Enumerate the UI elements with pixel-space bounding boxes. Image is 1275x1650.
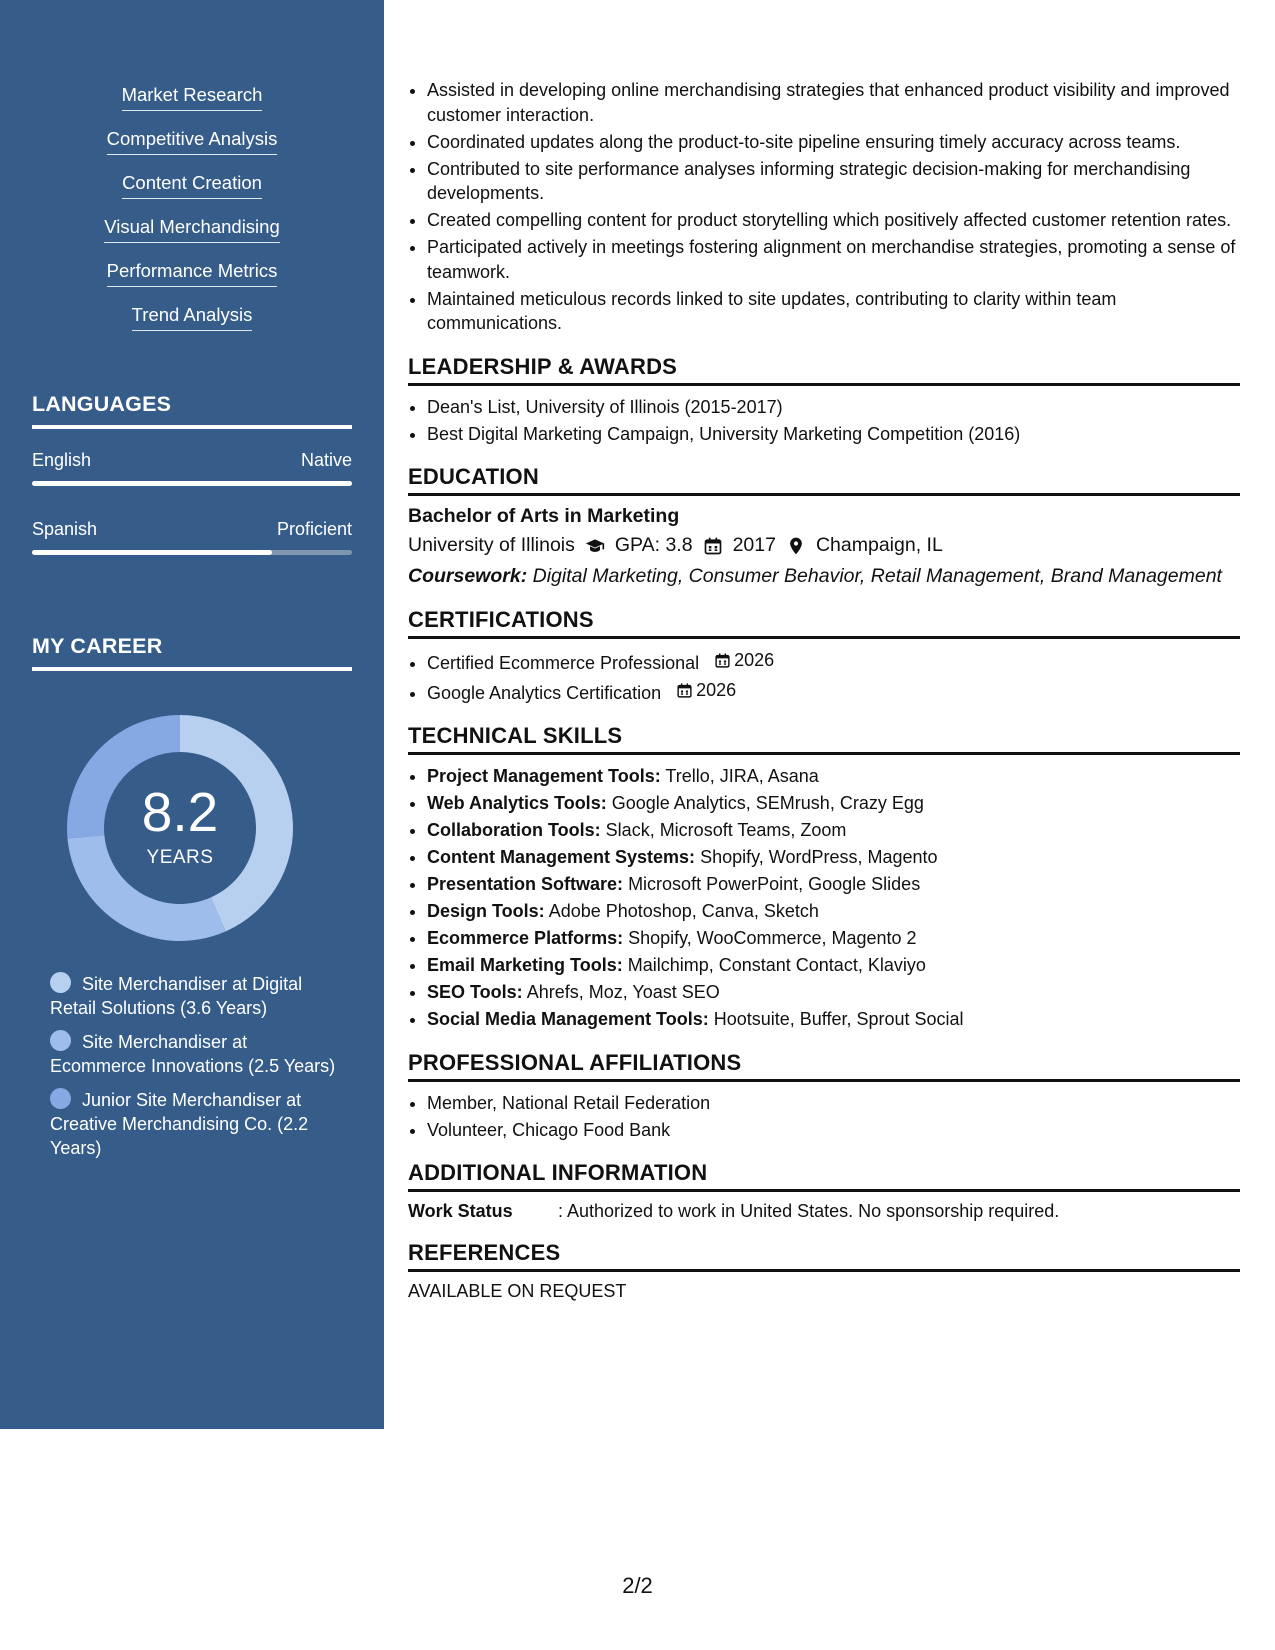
tech-skill-value: Adobe Photoshop, Canva, Sketch: [548, 901, 819, 921]
tech-skill-value: Google Analytics, SEMrush, Crazy Egg: [611, 793, 924, 813]
career-item: [50, 972, 340, 1020]
leadership-section: [408, 354, 1240, 447]
certification-item: [427, 678, 1240, 705]
career-total-years: 8.2: [141, 781, 219, 843]
career-heading: MY CAREER: [32, 634, 352, 671]
tech-skill-item: [427, 818, 1240, 843]
tech-skill-value: Trello, JIRA, Asana: [665, 766, 819, 786]
career-item-text: Site Merchandiser at Digital Retail Solutions (3.6 Years): [50, 974, 303, 1018]
coursework: [408, 564, 1240, 589]
references-section: [408, 1240, 1240, 1302]
tech-skill-label: Content Management Systems:: [427, 847, 696, 867]
school-location: Champaign, IL: [815, 534, 943, 556]
affiliation-item: • Member, National Retail Federation: [427, 1091, 1240, 1116]
school-name: University of Illinois: [408, 534, 575, 556]
tech-skill-label: Design Tools:: [427, 901, 545, 921]
language-bar-english: [32, 481, 352, 486]
section-heading: ADDITIONAL INFORMATION: [408, 1160, 1240, 1192]
additional-info-section: [408, 1160, 1240, 1222]
experience-bullet: • Contributed to site performance analyses informing strategic decision-making for merchandising developments.: [427, 157, 1240, 206]
language-bar-fill: [32, 481, 352, 486]
certification-year: 2026: [696, 679, 737, 700]
tech-skill-label: Collaboration Tools:: [427, 820, 601, 840]
tech-skill-item: [427, 953, 1240, 978]
experience-bullet: • Coordinated updates along the product-to-site pipeline ensuring timely accuracy across teams.: [427, 130, 1240, 155]
skill-performance-metrics[interactable]: Performance Metrics: [107, 260, 278, 287]
tech-skill-value: Microsoft PowerPoint, Google Slides: [628, 874, 921, 894]
experience-bullet: • Assisted in developing online merchandising strategies that enhanced product visibility and improved customer interaction.: [427, 78, 1240, 127]
location-pin-icon: [786, 536, 806, 556]
skill-competitive-analysis[interactable]: Competitive Analysis: [107, 128, 278, 155]
education-details: [408, 534, 1240, 557]
section-heading: REFERENCES: [408, 1240, 1240, 1272]
tech-skill-label: SEO Tools:: [427, 982, 523, 1002]
experience-bullet: • Created compelling content for product storytelling which positively affected customer retention rates.: [427, 208, 1240, 233]
tech-skill-label: Presentation Software:: [427, 874, 624, 894]
career-item: [50, 1030, 340, 1078]
coursework-label: Coursework:: [408, 565, 528, 587]
certification-item: [427, 648, 1240, 675]
calendar-icon: [714, 652, 731, 669]
tech-skill-label: Project Management Tools:: [427, 766, 661, 786]
tech-skill-label: Ecommerce Platforms:: [427, 928, 624, 948]
degree-title: Bachelor of Arts in Marketing: [408, 505, 680, 527]
skill-trend-analysis[interactable]: Trend Analysis: [132, 304, 253, 331]
sidebar: [0, 0, 384, 1429]
experience-bullet: • Maintained meticulous records linked to site updates, contributing to clarity within team communications.: [427, 287, 1240, 336]
tech-skill-item: [427, 791, 1240, 816]
section-heading: EDUCATION: [408, 464, 1240, 496]
language-bar-spanish: [32, 550, 352, 555]
certifications-section: [408, 607, 1240, 705]
award-item: • Dean's List, University of Illinois (2015-2017): [427, 395, 1240, 420]
career-dot-icon: [50, 1088, 71, 1109]
affiliation-item: • Volunteer, Chicago Food Bank: [427, 1118, 1240, 1143]
references-text: AVAILABLE ON REQUEST: [408, 1281, 627, 1301]
career-list: [50, 972, 340, 1170]
career-item: [50, 1088, 340, 1160]
gpa: GPA: 3.8: [614, 534, 693, 556]
work-status-row: [408, 1201, 1240, 1222]
graduation-year: 2017: [732, 534, 776, 556]
tech-skill-value: Mailchimp, Constant Contact, Klaviyo: [627, 955, 926, 975]
graduation-cap-icon: [585, 536, 605, 556]
tech-skill-item: [427, 926, 1240, 951]
education-section: [408, 464, 1240, 589]
tech-skill-value: Ahrefs, Moz, Yoast SEO: [526, 982, 720, 1002]
tech-skill-value: Hootsuite, Buffer, Sprout Social: [713, 1009, 964, 1029]
tech-skill-item: [427, 764, 1240, 789]
page-number: 2/2: [622, 1573, 653, 1598]
experience-bullet: • Participated actively in meetings fostering alignment on merchandise strategies, promoting a sense of teamwork.: [427, 235, 1240, 284]
tech-skill-value: Shopify, WordPress, Magento: [700, 847, 938, 867]
career-item-text: Junior Site Merchandiser at Creative Merchandising Co. (2.2 Years): [50, 1090, 309, 1158]
tech-skill-label: Web Analytics Tools:: [427, 793, 607, 813]
language-name: Spanish: [32, 519, 98, 539]
tech-skill-value: Slack, Microsoft Teams, Zoom: [605, 820, 847, 840]
work-status-label: Work Status: [408, 1201, 513, 1221]
affiliations-section: [408, 1050, 1240, 1143]
technical-skills-section: [408, 723, 1240, 1032]
award-item: • Best Digital Marketing Campaign, University Marketing Competition (2016): [427, 422, 1240, 447]
tech-skill-item: [427, 872, 1240, 897]
tech-skill-label: Email Marketing Tools:: [427, 955, 623, 975]
language-row-english: [32, 450, 352, 471]
certification-name: Certified Ecommerce Professional: [427, 652, 700, 673]
tech-skill-item: [427, 980, 1240, 1005]
tech-skill-item: [427, 1007, 1240, 1032]
skill-market-research[interactable]: Market Research: [122, 84, 263, 111]
section-heading: CERTIFICATIONS: [408, 607, 1240, 639]
skill-visual-merchandising[interactable]: Visual Merchandising: [104, 216, 280, 243]
main-content: [408, 78, 1240, 1302]
career-dot-icon: [50, 972, 71, 993]
language-bar-fill: [32, 550, 272, 555]
language-name: English: [32, 450, 92, 470]
calendar-icon: [676, 682, 693, 699]
language-level: Native: [300, 450, 352, 470]
career-dot-icon: [50, 1030, 71, 1051]
work-status-value: : Authorized to work in United States. No sponsorship required.: [558, 1201, 1060, 1221]
certification-name: Google Analytics Certification: [427, 682, 662, 703]
languages-heading: LANGUAGES: [32, 392, 352, 429]
section-heading: TECHNICAL SKILLS: [408, 723, 1240, 755]
skill-content-creation[interactable]: Content Creation: [122, 172, 262, 199]
language-level: Proficient: [276, 519, 352, 539]
calendar-icon: [703, 536, 723, 556]
section-heading: LEADERSHIP & AWARDS: [408, 354, 1240, 386]
coursework-list: Digital Marketing, Consumer Behavior, Retail Management, Brand Management: [532, 565, 1222, 587]
career-total-unit: YEARS: [146, 847, 214, 868]
tech-skill-item: [427, 845, 1240, 870]
language-row-spanish: [32, 519, 352, 540]
section-heading: PROFESSIONAL AFFILIATIONS: [408, 1050, 1240, 1082]
skills-list: [0, 84, 384, 348]
tech-skill-label: Social Media Management Tools:: [427, 1009, 709, 1029]
tech-skill-value: Shopify, WooCommerce, Magento 2: [628, 928, 917, 948]
experience-bullets: [408, 78, 1240, 336]
career-item-text: Site Merchandiser at Ecommerce Innovations (2.5 Years): [50, 1032, 336, 1076]
certification-year: 2026: [734, 650, 775, 670]
tech-skill-item: [427, 899, 1240, 924]
